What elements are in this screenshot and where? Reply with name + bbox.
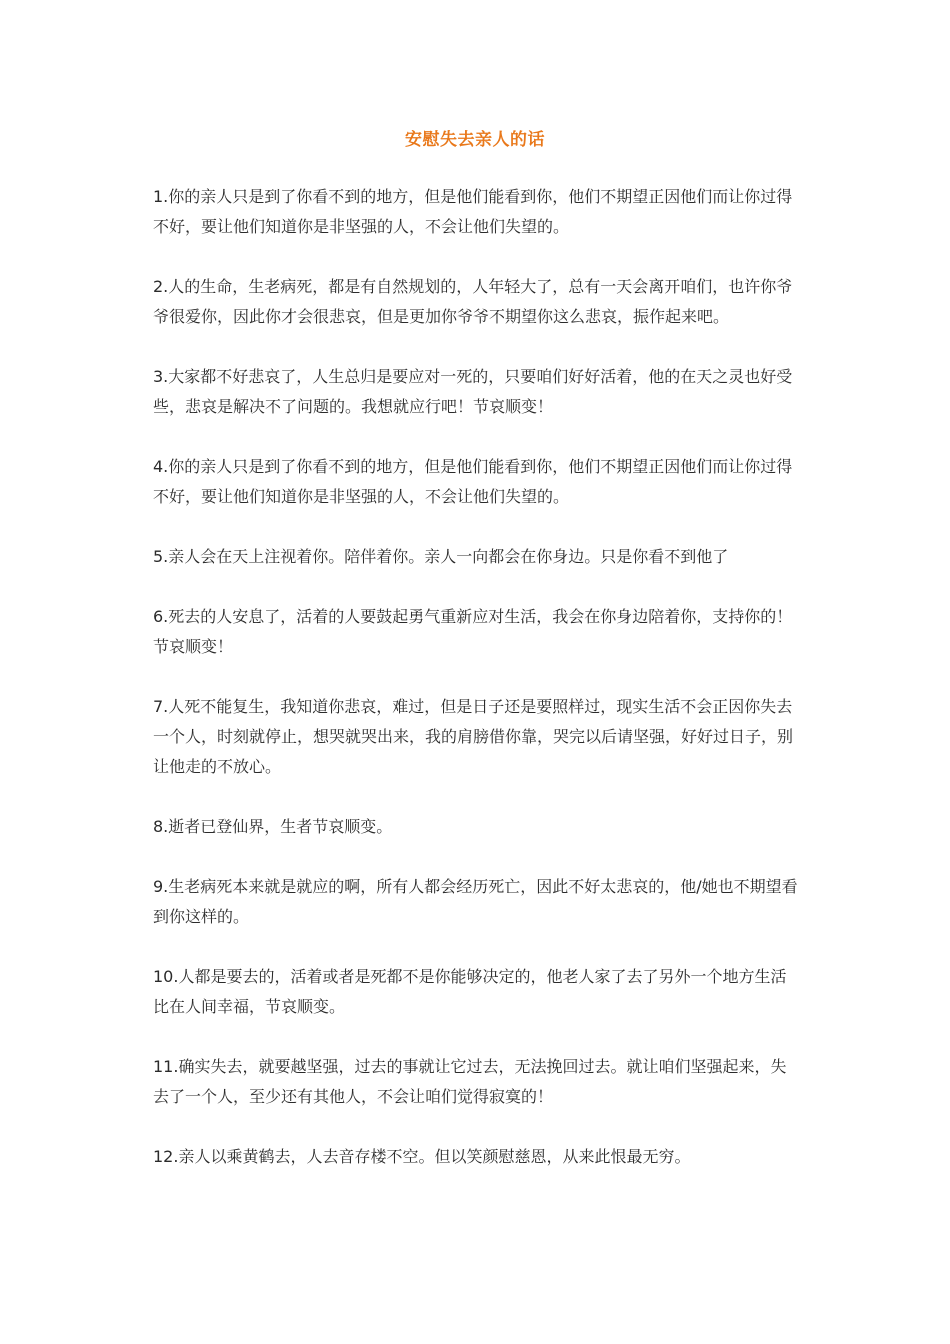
- paragraph: 2.人的生命，生老病死，都是有自然规划的，人年轻大了，总有一天会离开咱们，也许你爷爷很爱你，因此你才会很悲哀，但是更加你爷爷不期望你这么悲哀，振作起来吧。: [153, 277, 793, 326]
- paragraph: 10.人都是要去的，活着或者是死都不是你能够决定的，他老人家了去了另外一个地方生活比在人间幸福，节哀顺变。: [153, 967, 787, 1016]
- paragraph: 7.人死不能复生，我知道你悲哀，难过，但是日子还是要照样过，现实生活不会正因你失去一个人，时刻就停止，想哭就哭出来，我的肩膀借你靠，哭完以后请坚强，好好过日子，别让他走的不放心。: [153, 697, 794, 776]
- paragraph: 11.确实失去，就要越坚强，过去的事就让它过去，无法挽回过去。就让咱们坚强起来，失去了一个人，至少还有其他人，不会让咱们觉得寂寞的！: [153, 1057, 787, 1106]
- paragraph: 9.生老病死本来就是就应的啊，所有人都会经历死亡，因此不好太悲哀的，他/她也不期望看到你这样的。: [153, 877, 798, 926]
- paragraph: 12.亲人以乘黄鹤去，人去音存楼不空。但以笑颜慰慈恩，从来此恨最无穷。: [153, 1147, 691, 1166]
- paragraph: 5.亲人会在天上注视着你。陪伴着你。亲人一向都会在你身边。只是你看不到他了: [153, 547, 729, 566]
- document-body: [153, 182, 801, 1202]
- paragraph: 8.逝者已登仙界，生者节哀顺变。: [153, 817, 393, 836]
- paragraph: 3.大家都不好悲哀了，人生总归是要应对一死的，只要咱们好好活着，他的在天之灵也好受些，悲哀是解决不了问题的。我想就应行吧！节哀顺变！: [153, 367, 793, 416]
- paragraph: 4.你的亲人只是到了你看不到的地方，但是他们能看到你，他们不期望正因他们而让你过得不好，要让他们知道你是非坚强的人，不会让他们失望的。: [153, 457, 793, 506]
- document-title: 安慰失去亲人的话: [405, 130, 545, 150]
- paragraph: 1.你的亲人只是到了你看不到的地方，但是他们能看到你，他们不期望正因他们而让你过得不好，要让他们知道你是非坚强的人，不会让他们失望的。: [153, 187, 793, 236]
- paragraph: 6.死去的人安息了，活着的人要鼓起勇气重新应对生活，我会在你身边陪着你，支持你的！节哀顺变！: [153, 607, 793, 656]
